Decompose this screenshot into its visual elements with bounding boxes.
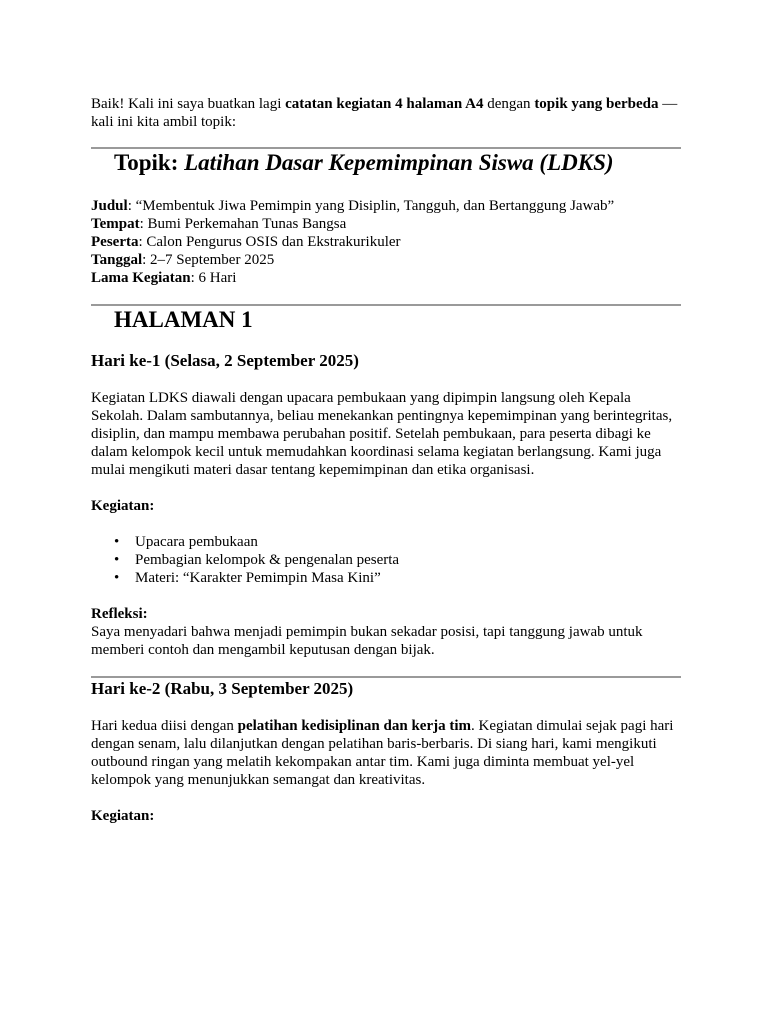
intro-bold-1: catatan kegiatan 4 halaman A4 <box>285 96 484 112</box>
meta-judul <box>91 197 681 215</box>
meta-label: Tanggal <box>91 252 143 268</box>
meta-info <box>91 197 681 287</box>
list-item: • Pembagian kelompok & pengenalan peserta <box>135 551 681 569</box>
day2-text-2: . Kegiatan dimulai sejak pagi hari dengan senam, lalu dilanjutkan dengan pelatihan baris-berbaris. Di siang hari, kami mengikuti outbound ringan yang melatih kekompakan antar tim. Kami juga diminta membuat yel-yel kelompok yang menunjukkan semangat dan kreativitas. <box>91 718 674 788</box>
intro-text-2: dengan <box>483 96 535 112</box>
day1-reflection-text: Saya menyadari bahwa menjadi pemimpin bukan sekadar posisi, tapi tanggung jawab untuk memberi contoh dan mengambil keputusan dengan bijak. <box>91 624 643 658</box>
intro-paragraph <box>91 95 681 131</box>
day2-paragraph <box>91 717 681 789</box>
page-heading: HALAMAN 1 <box>114 307 253 332</box>
intro-bold-2: topik yang berbeda <box>534 96 659 112</box>
day2-bold-1: pelatihan kedisiplinan dan kerja tim <box>237 718 472 734</box>
document-page <box>91 95 681 843</box>
meta-value: : 2–7 September 2025 <box>142 252 275 268</box>
topic-title: Latihan Dasar Kepemimpinan Siswa (LDKS) <box>184 150 614 175</box>
meta-value: : 6 Hari <box>190 270 237 286</box>
intro-text-3: — kali ini kita ambil topik: <box>91 96 678 130</box>
day1-activities-list <box>91 533 681 587</box>
topic-heading <box>114 149 681 177</box>
meta-label: Tempat <box>91 216 140 232</box>
day2-text-1: Hari kedua diisi dengan <box>91 718 238 734</box>
day2-heading: Hari ke-2 (Rabu, 3 September 2025) <box>91 679 354 698</box>
day2-activities-label: Kegiatan: <box>91 808 155 824</box>
meta-tempat <box>91 215 681 233</box>
meta-value: : Bumi Perkemahan Tunas Bangsa <box>139 216 347 232</box>
meta-value: : Calon Pengurus OSIS dan Ekstrakurikuler <box>138 234 401 250</box>
topic-prefix: Topik: <box>114 150 185 175</box>
list-item: • Upacara pembukaan <box>135 533 681 551</box>
meta-label: Lama Kegiatan <box>91 270 191 286</box>
list-item: • Materi: “Karakter Pemimpin Masa Kini” <box>135 569 681 587</box>
meta-label: Judul <box>91 198 128 214</box>
meta-peserta <box>91 233 681 251</box>
day1-reflection-label: Refleksi: <box>91 606 148 622</box>
meta-tanggal <box>91 251 681 269</box>
meta-label: Peserta <box>91 234 139 250</box>
intro-text-1: Baik! Kali ini saya buatkan lagi <box>91 96 286 112</box>
meta-lama-kegiatan <box>91 269 681 287</box>
day1-activities-label: Kegiatan: <box>91 498 155 514</box>
meta-value: : “Membentuk Jiwa Pemimpin yang Disiplin, Tangguh, dan Bertanggung Jawab” <box>127 198 615 214</box>
day1-heading: Hari ke-1 (Selasa, 2 September 2025) <box>91 351 359 370</box>
day1-paragraph: Kegiatan LDKS diawali dengan upacara pembukaan yang dipimpin langsung oleh Kepala Sekolah. Dalam sambutannya, beliau menekankan pentingnya kepemimpinan yang berintegritas, disiplin, dan mampu membawa perubahan positif. Setelah pembukaan, para peserta dibagi ke dalam kelompok kecil untuk memudahkan koordinasi selama kegiatan berlangsung. Kami juga mulai mengikuti materi dasar tentang kepemimpinan dan etika organisasi. <box>91 390 673 478</box>
